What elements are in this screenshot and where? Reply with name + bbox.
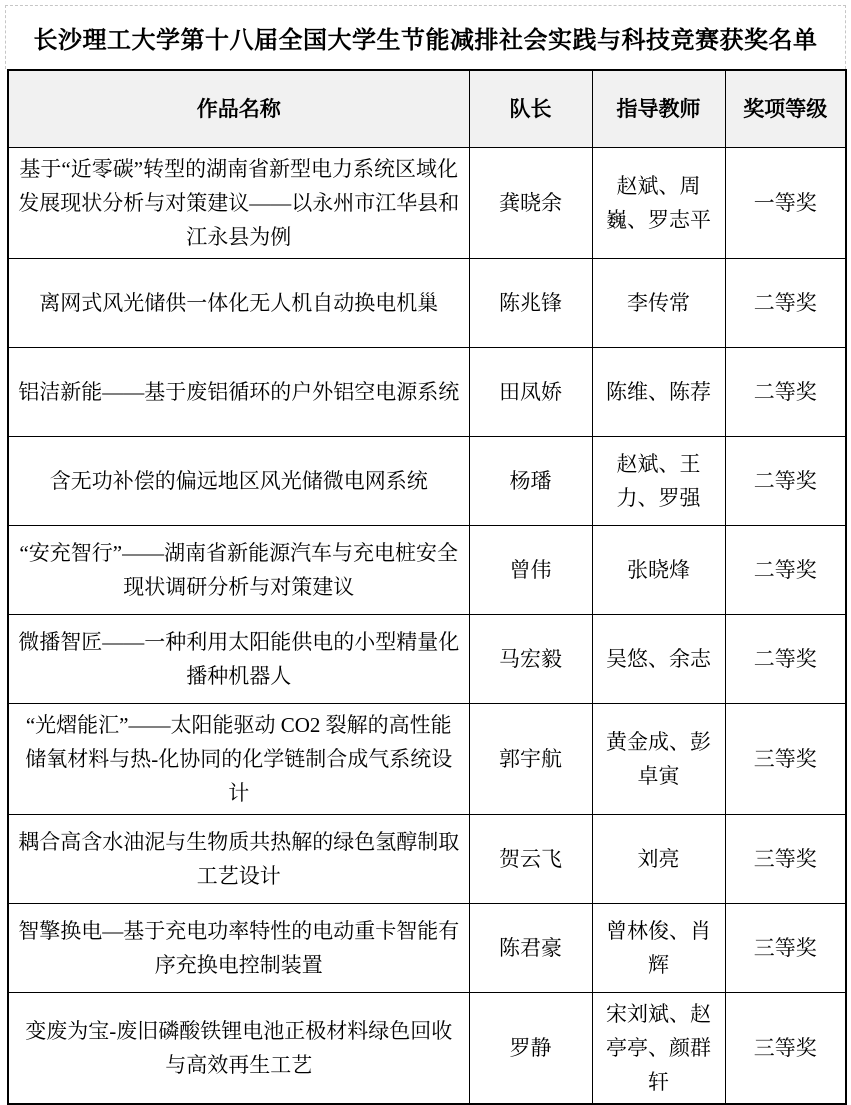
- leader-cell: 马宏毅: [469, 615, 592, 704]
- leader-cell: 陈君豪: [469, 904, 592, 993]
- work-title-cell: “安充智行”——湖南省新能源汽车与充电桩安全现状调研分析与对策建议: [8, 526, 469, 615]
- table-row: [8, 526, 846, 615]
- work-title-cell: “光熠能汇”——太阳能驱动 CO2 裂解的高性能储氧材料与热-化协同的化学链制合成气系统设计: [8, 704, 469, 815]
- col-header-award: 奖项等级: [725, 70, 846, 148]
- table-row: [8, 993, 846, 1105]
- advisor-cell: 宋刘斌、赵亭亭、颜群轩: [592, 993, 725, 1105]
- table-row: [8, 904, 846, 993]
- page-title: 长沙理工大学第十八届全国大学生节能减排社会实践与科技竞赛获奖名单: [5, 5, 846, 69]
- header-row: [8, 70, 846, 148]
- leader-cell: 曾伟: [469, 526, 592, 615]
- work-title-cell: 变废为宝-废旧磷酸铁锂电池正极材料绿色回收与高效再生工艺: [8, 993, 469, 1105]
- award-cell: 二等奖: [725, 259, 846, 348]
- advisor-cell: 刘亮: [592, 815, 725, 904]
- leader-cell: 龚晓余: [469, 148, 592, 259]
- leader-cell: 杨璠: [469, 437, 592, 526]
- table-row: [8, 815, 846, 904]
- leader-cell: 罗静: [469, 993, 592, 1105]
- work-title-cell: 含无功补偿的偏远地区风光储微电网系统: [8, 437, 469, 526]
- award-cell: 三等奖: [725, 815, 846, 904]
- table-row: [8, 348, 846, 437]
- leader-cell: 陈兆锋: [469, 259, 592, 348]
- col-header-leader: 队长: [469, 70, 592, 148]
- advisor-cell: 赵斌、王力、罗强: [592, 437, 725, 526]
- award-cell: 二等奖: [725, 526, 846, 615]
- work-title-cell: 基于“近零碳”转型的湖南省新型电力系统区域化发展现状分析与对策建议——以永州市江华县和江永县为例: [8, 148, 469, 259]
- leader-cell: 贺云飞: [469, 815, 592, 904]
- advisor-cell: 陈维、陈荐: [592, 348, 725, 437]
- award-cell: 三等奖: [725, 904, 846, 993]
- col-header-advisor: 指导教师: [592, 70, 725, 148]
- award-cell: 一等奖: [725, 148, 846, 259]
- advisor-cell: 曾林俊、肖辉: [592, 904, 725, 993]
- awards-table: [7, 69, 847, 1105]
- table-row: [8, 704, 846, 815]
- work-title-cell: 智擎换电—基于充电功率特性的电动重卡智能有序充换电控制装置: [8, 904, 469, 993]
- award-cell: 二等奖: [725, 615, 846, 704]
- advisor-cell: 张晓烽: [592, 526, 725, 615]
- award-cell: 二等奖: [725, 437, 846, 526]
- advisor-cell: 黄金成、彭卓寅: [592, 704, 725, 815]
- advisor-cell: 李传常: [592, 259, 725, 348]
- table-row: [8, 437, 846, 526]
- award-cell: 三等奖: [725, 993, 846, 1105]
- advisor-cell: 吴悠、余志: [592, 615, 725, 704]
- col-header-work: 作品名称: [8, 70, 469, 148]
- work-title-cell: 铝洁新能——基于废铝循环的户外铝空电源系统: [8, 348, 469, 437]
- work-title-cell: 离网式风光储供一体化无人机自动换电机巢: [8, 259, 469, 348]
- award-cell: 三等奖: [725, 704, 846, 815]
- table-row: [8, 148, 846, 259]
- table-row: [8, 259, 846, 348]
- table-row: [8, 615, 846, 704]
- work-title-cell: 耦合高含水油泥与生物质共热解的绿色氢醇制取工艺设计: [8, 815, 469, 904]
- leader-cell: 田凤娇: [469, 348, 592, 437]
- award-cell: 二等奖: [725, 348, 846, 437]
- advisor-cell: 赵斌、周巍、罗志平: [592, 148, 725, 259]
- leader-cell: 郭宇航: [469, 704, 592, 815]
- work-title-cell: 微播智匠——一种利用太阳能供电的小型精量化播种机器人: [8, 615, 469, 704]
